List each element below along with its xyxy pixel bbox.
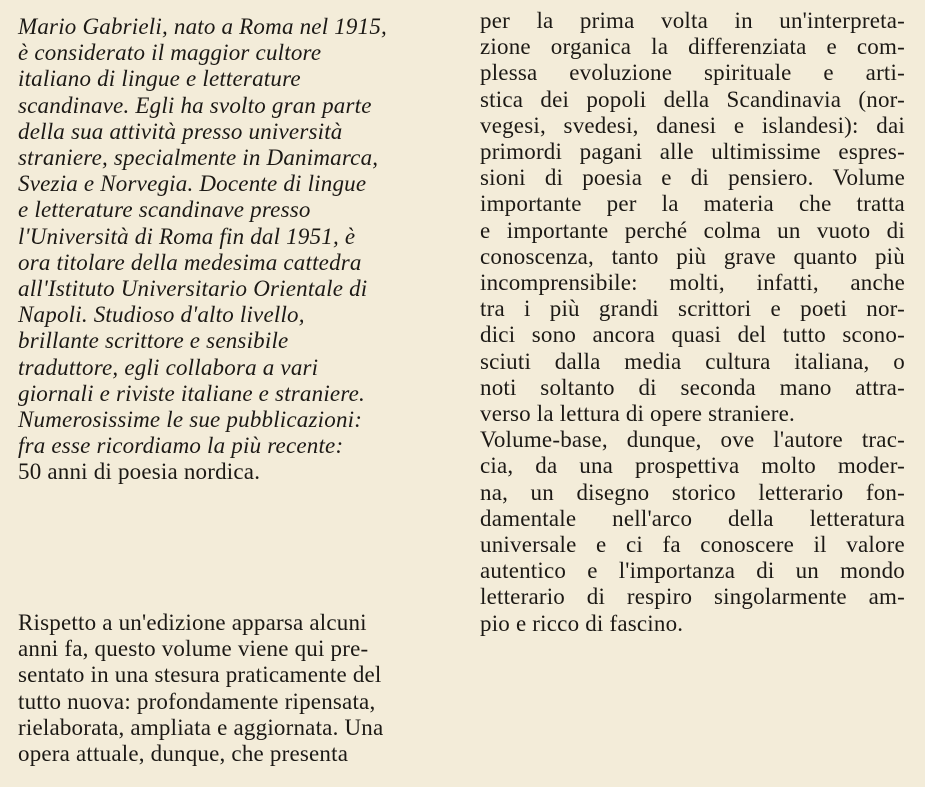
body-line [480, 270, 905, 296]
word: e [826, 34, 837, 60]
word: vuoto [816, 217, 871, 243]
word: universale [480, 532, 577, 557]
body-line [480, 113, 905, 139]
word: un'interpreta- [779, 8, 905, 33]
description-line: tutto nuova: profondamente ripensata, [18, 688, 376, 714]
word: più [676, 243, 707, 269]
word: cultura [705, 348, 771, 374]
word: cia, [480, 453, 514, 479]
word: Volume [832, 165, 905, 191]
word: un [530, 479, 554, 505]
body-line [480, 480, 905, 506]
word: per [480, 8, 510, 33]
body-line [480, 139, 905, 165]
word: anche [850, 270, 905, 295]
word: materia [703, 191, 774, 217]
word: tutto [782, 322, 826, 348]
body-line [480, 165, 905, 191]
word: ancora [592, 322, 656, 348]
word: conoscenza, [480, 243, 594, 269]
word: quanto [793, 243, 858, 269]
bio-line: è considerato il maggior cultore [18, 40, 322, 66]
word: storico [671, 479, 736, 505]
word: ci [625, 532, 643, 557]
book-title: 50 anni di poesia nordica. [18, 459, 261, 485]
word: vegesi, [480, 112, 546, 138]
word: un [777, 217, 801, 243]
word: dei [540, 86, 570, 112]
word: fa [662, 532, 681, 557]
word: prospettiva [634, 453, 740, 479]
body-line [480, 34, 905, 60]
word: disegno [576, 479, 650, 505]
word: organica [550, 34, 632, 60]
word: pagani [579, 139, 643, 164]
word: noti [480, 374, 517, 400]
body-line [480, 584, 905, 610]
word: e [823, 60, 834, 86]
body-line [480, 375, 905, 401]
word: importante [480, 191, 582, 217]
word: valore [846, 532, 905, 557]
word: italiana, [794, 348, 870, 374]
word: prima [579, 8, 635, 33]
body-line [480, 558, 905, 584]
word: com- [856, 34, 905, 60]
word: l'importanza [618, 558, 736, 584]
bio-line: l'Università di Roma fin dal 1951, è [18, 223, 356, 249]
word: primordi [480, 139, 563, 164]
word: dici [480, 322, 516, 348]
word: sono [531, 322, 577, 348]
description-line: anni fa, questo volume viene qui pre- [18, 636, 369, 662]
word: importante [506, 217, 609, 243]
bio-line: fra esse ricordiamo la più recente: [18, 433, 344, 459]
word: nor- [866, 296, 905, 322]
word: alle [659, 139, 694, 164]
word: popoli [586, 86, 647, 112]
bio-line: traduttore, egli collabora a vari [18, 354, 319, 380]
word: per [606, 191, 637, 217]
word: nell'arco [612, 505, 693, 531]
body-line [480, 532, 905, 558]
body-line [480, 296, 905, 322]
word: più [549, 296, 580, 322]
bio-line: e letterature scandinave presso [18, 197, 311, 223]
word: l'autore [773, 427, 843, 453]
bio-line: straniere, specialmente in Danimarca, [18, 145, 379, 170]
word: e [770, 296, 781, 322]
word: della [663, 86, 710, 112]
word: perché [624, 217, 688, 243]
word: incomprensibile: [480, 270, 638, 295]
word: Volume-base, [480, 427, 608, 453]
bio-line: all'Istituto Universitario Orientale di [18, 276, 368, 301]
bio-line: Napoli. Studioso d'alto livello, [18, 302, 305, 328]
body-line [480, 427, 905, 453]
word: e [480, 217, 491, 243]
word: autentico [480, 558, 567, 584]
body-line [480, 8, 905, 34]
word: espres- [838, 139, 905, 164]
word: letterario [758, 479, 844, 505]
word: grave [723, 243, 776, 269]
word: Scandinavia [726, 86, 842, 112]
description-line: rielaborata, ampliata e aggiornata. Una [18, 714, 384, 740]
word: mondo [840, 558, 905, 584]
word: spirituale [703, 60, 792, 86]
word: la [651, 34, 669, 60]
word: di [586, 584, 606, 610]
word: danesi [656, 112, 717, 138]
word: o [893, 348, 905, 374]
word: molto [761, 453, 816, 479]
word: sciuti [480, 348, 532, 374]
word: soltanto [540, 374, 615, 400]
word: di [690, 165, 710, 191]
body-line [480, 506, 905, 532]
word: am- [868, 584, 905, 610]
word: poesia [582, 165, 643, 191]
word: islandesi): [761, 112, 859, 138]
word: ultimissime [711, 139, 821, 164]
word: trac- [861, 427, 905, 453]
word: respiro [626, 584, 693, 610]
word: evoluzione [569, 60, 673, 86]
bio-line: Mario Gabrieli, nato a Roma nel 1915, [18, 14, 387, 39]
word: plessa [480, 60, 538, 86]
bio-line: brillante scrittore e sensibile [18, 328, 289, 354]
word: scrittori [678, 296, 752, 322]
word: scono- [842, 322, 905, 348]
word: grandi [598, 296, 659, 322]
word: e [596, 532, 607, 557]
word: di [638, 374, 657, 400]
word: letterario [480, 584, 566, 610]
bio-line: Svezia e Norvegia. Docente di lingue [18, 171, 367, 197]
body-line [480, 60, 905, 86]
word: media [624, 348, 682, 374]
description-line: sentato in una stesura praticamente del [18, 662, 382, 688]
word: zione [480, 34, 531, 60]
word: tra [480, 296, 505, 322]
word: arti- [865, 60, 905, 86]
word: di [886, 217, 905, 243]
body-line [480, 349, 905, 375]
word: in [734, 8, 753, 33]
word: da [535, 453, 558, 479]
word: differenziata [688, 34, 807, 60]
word: volta [661, 8, 709, 33]
description-line: opera attuale, dunque, che presenta [18, 741, 349, 766]
word: mano [779, 374, 832, 400]
word: e [661, 165, 672, 191]
bio-line: Numerosissime le sue pubblicazioni: [18, 407, 363, 432]
body-line [480, 87, 905, 113]
word: di [756, 558, 775, 584]
word: dalla [554, 348, 601, 374]
word: attra- [855, 374, 905, 400]
word: damentale [480, 505, 577, 531]
word: seconda [680, 374, 756, 400]
word: più [874, 243, 905, 269]
word: e [587, 558, 598, 584]
word: na, [480, 479, 509, 505]
word: la [536, 8, 554, 33]
word: del [737, 322, 767, 348]
word: tanto [611, 243, 659, 269]
bio-line: ora titolare della medesima cattedra [18, 249, 362, 275]
word: un [795, 558, 819, 584]
word: che [798, 191, 832, 217]
word: stica [480, 86, 524, 112]
word: fon- [865, 479, 905, 505]
word: poeti [800, 296, 848, 322]
word: la [661, 191, 679, 217]
body-line: pio e ricco di fascino. [480, 610, 684, 636]
word: di [544, 165, 564, 191]
body-line [480, 244, 905, 270]
word: colma [703, 217, 761, 243]
word: molti, [669, 270, 725, 295]
body-line [480, 191, 905, 217]
description-line: Rispetto a un'edizione apparsa alcuni [18, 610, 367, 635]
word: moder- [837, 453, 905, 479]
word: una [579, 453, 614, 479]
bio-line: scandinave. Egli ha svolto gran parte [18, 92, 372, 118]
word: e [733, 112, 745, 138]
bio-line: della sua attività presso università [18, 118, 343, 144]
bio-line: giornali e riviste italiane e straniere. [18, 380, 365, 406]
word: tratta [856, 191, 905, 217]
word: dunque, [626, 427, 702, 453]
word: infatti, [756, 270, 819, 295]
word: letteratura [809, 505, 905, 531]
word: i [524, 296, 531, 322]
word: singolarmente [713, 584, 847, 610]
word: dai [876, 112, 905, 138]
bio-line: italiano di lingue e letterature [18, 66, 301, 92]
word: conoscere [700, 532, 795, 557]
body-line [480, 453, 905, 479]
word: pensiero. [728, 165, 814, 191]
word: svedesi, [563, 112, 639, 138]
body-line [480, 322, 905, 348]
word: ove [720, 427, 755, 453]
word: il [813, 532, 827, 557]
body-line [480, 218, 905, 244]
body-line: verso la lettura di opere straniere. [480, 401, 796, 426]
word: della [728, 505, 774, 531]
word: sioni [480, 165, 526, 191]
word: quasi [671, 322, 722, 348]
word: (nor- [858, 86, 905, 112]
